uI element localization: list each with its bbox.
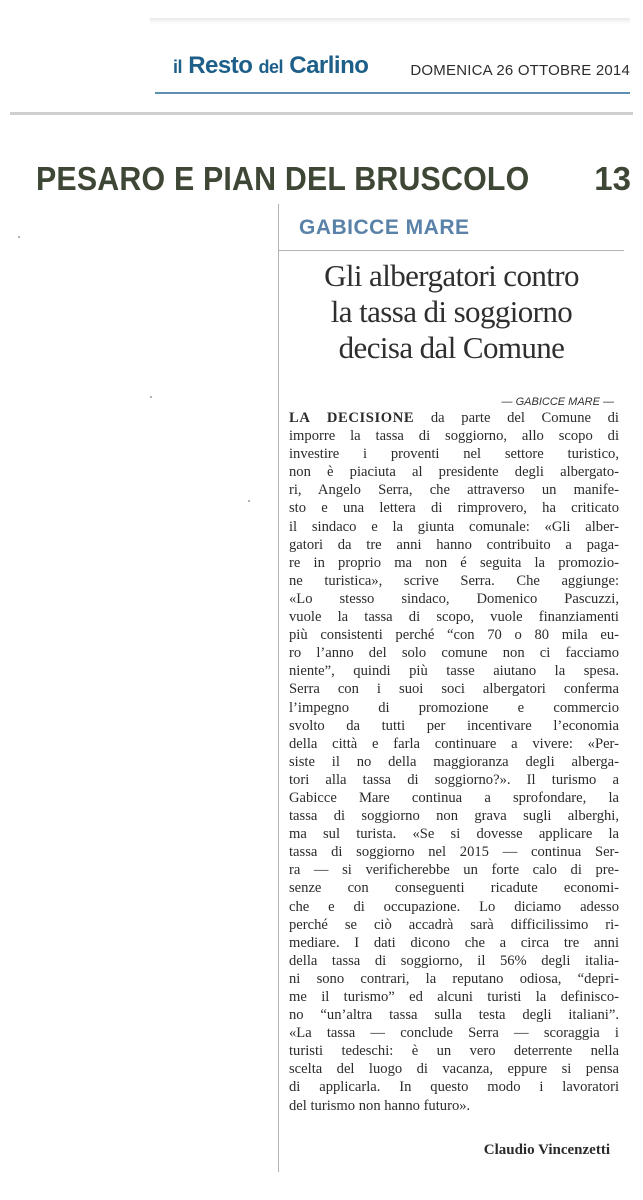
section-divider [10, 112, 633, 115]
body-line: vuole la tassa di scopo, vuole finanziamenti [289, 609, 619, 626]
body-line: che e di occupazione. Lo diciamo adesso [289, 898, 619, 915]
body-line: gatori da tre anni hanno contribuito a paga- [289, 536, 619, 553]
scan-speck [150, 396, 152, 398]
body-line: ri, Angelo Serra, che attraverso un manife- [289, 482, 619, 499]
body-line: re in proprio ma non é seguita la promozio- [289, 554, 619, 571]
body-line: della tassa di soggiorno, il 56% degli italia- [289, 952, 619, 969]
body-line: della città e farla continuare a vivere: «Per- [289, 735, 619, 752]
body-line [289, 409, 619, 427]
body-line: ra — si verificherebbe un forte calo di pre- [289, 862, 619, 879]
body-line: sto e una lettera di rimprovero, ha criticato [289, 500, 619, 517]
body-line: turisti tedeschi: è un vero deterrente nella [289, 1043, 619, 1060]
issue-date: DOMENICA 26 OTTOBRE 2014 [410, 62, 630, 79]
article-lead: LA DECISIONE [289, 410, 415, 426]
body-line: «La tassa — conclude Serra — scoraggia i [289, 1025, 619, 1042]
body-line: me il turismo” ed alcuni turisti la definisco- [289, 989, 619, 1005]
kicker-divider [279, 250, 624, 251]
logo-prefix: il [173, 57, 183, 77]
scan-speck [248, 500, 250, 502]
body-line: senze con conseguenti ricadute economi- [289, 880, 619, 897]
article-byline: Claudio Vincenzetti [483, 1142, 610, 1158]
body-line: no “un’altra tassa sulla testa degli italiani”. [289, 1007, 619, 1024]
body-line: ne turistica», scrive Serra. Che aggiunge: [289, 572, 619, 589]
body-line: perché se ciò accadrà sarà difficilissimo ri- [289, 916, 619, 933]
body-line: imporre la tassa di soggiorno, allo scopo di [289, 428, 619, 445]
body-line: l’impegno di promozione e commercio [289, 699, 619, 716]
body-line: ro l’anno del solo comune non ci facciamo [289, 645, 619, 662]
body-line: investire i proventi nel settore turistico, [289, 446, 619, 463]
body-line: «Lo stesso sindaco, Domenico Pascuzzi, [289, 590, 619, 607]
logo-resto: Resto [188, 52, 253, 79]
body-line: del turismo non hanno futuro». [289, 1097, 471, 1114]
page-number: 13 [594, 160, 631, 197]
body-line: Serra con i suoi soci albergatori conferma [289, 681, 619, 698]
body-text: da parte del Comune di [414, 410, 619, 426]
body-line: tassa di soggiorno nel 2015 — continua Ser- [289, 844, 619, 861]
scan-speck [18, 236, 20, 238]
body-line: scelta del luogo di vacanza, eppure si pensa [289, 1061, 619, 1078]
body-line: il sindaco e la giunta comunale: «Gli alber- [289, 518, 619, 535]
body-line: ma sul turista. «Se si dovesse applicare la [289, 826, 619, 843]
body-line: mediare. I dati dicono che a circa tre anni [289, 934, 619, 951]
body-line: più consistenti perché “con 70 o 80 mila eu- [289, 627, 619, 644]
logo-del: del [258, 57, 284, 77]
body-line: non è piaciuta al presidente degli albergato- [289, 464, 619, 481]
scan-edge [150, 18, 630, 24]
section-title: PESARO E PIAN DEL BRUSCOLO [36, 160, 530, 197]
article [278, 204, 624, 1172]
body-line: svolto da tutti per incentivare l’economia [289, 717, 619, 734]
article-kicker: GABICCE MARE [299, 216, 470, 239]
article-headline [279, 258, 624, 366]
body-line: di applicarla. In questo modo i lavoratori [289, 1079, 619, 1096]
headline-line: la tassa di soggiorno [330, 294, 573, 329]
newspaper-logo [173, 52, 368, 80]
body-line: niente”, quindi più tasse aiutano la spesa. [289, 663, 619, 680]
headline-line: Gli albergatori contro [324, 258, 579, 293]
article-dateline: — GABICCE MARE — [501, 396, 614, 408]
headline-line: decisa dal Comune [338, 330, 565, 365]
body-line: tassa di soggiorno non grava sugli alberghi, [289, 808, 619, 825]
body-line: siste il no della maggioranza degli alberga- [289, 753, 619, 770]
body-line: ni sono contrari, la reputano odiosa, “depri- [289, 970, 619, 987]
logo-carlino: Carlino [289, 52, 369, 79]
body-line: tori alla tassa di soggiorno?». Il turismo a [289, 771, 619, 788]
article-body [289, 409, 619, 1115]
section-header [36, 160, 631, 198]
newspaper-masthead [155, 52, 630, 94]
body-line: Gabicce Mare continua a sprofondare, la [289, 789, 619, 806]
